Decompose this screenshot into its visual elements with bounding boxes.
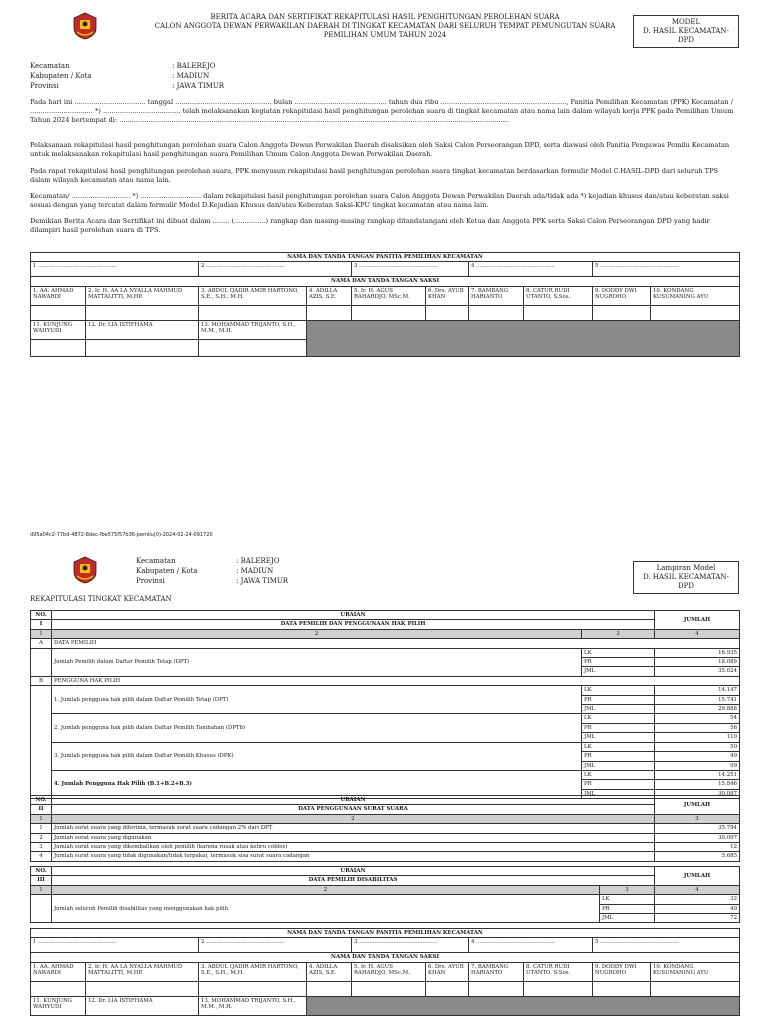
signature-cell — [307, 981, 352, 996]
table-row — [31, 843, 740, 852]
uraian-header: URAIAN — [52, 867, 655, 876]
ppk-slot-4: 4 .............................................. — [469, 938, 593, 953]
header-line-3: PEMILIHAN UMUM TAHUN 2024 — [323, 31, 447, 39]
value-cell: 99 — [655, 761, 740, 770]
saksi-name: 6. Drs. AYUB KHAN — [426, 962, 469, 981]
gender-jml: JML — [582, 761, 655, 770]
kecamatan-value: : BALEREJO — [172, 62, 216, 70]
paragraph-meeting: Pada rapat rekapitulasi hasil penghitungan perolehan suara, PPK menyusun rekapitulasi hasil penghitungan perolehan suara tingkat kecamatan berdasarkan formulir Model C.HASIL-DPD dari seluruh TPS dalam wilayah kecamatan atau nama lain. — [30, 167, 719, 184]
header-line-1: BERITA ACARA DAN SERTIFIKAT REKAPITULASI HASIL PENGHITUNGAN PEROLEHAN SUARA — [210, 13, 560, 21]
gender-lk: LK — [582, 686, 655, 695]
saksi-name: 3. ABDUL QADIR AMIR HARTONO, S.E., S.H., M.H. — [199, 286, 307, 305]
saksi-name: 11. KUNJUNG WAHYUDI — [31, 996, 86, 1015]
table-voter-data — [30, 610, 740, 799]
kabupaten-value: : MADIUN — [172, 72, 210, 80]
saksi-name: 2. Ir. H. AA LA NYALLA MAHMUD MATTALITTI, M.HP. — [86, 962, 199, 981]
saksi-name: 9. DODDY DWI NUGROHO — [593, 962, 651, 981]
row-group-label: DATA PEMILIH — [52, 639, 740, 648]
saksi-name: 10. KONDANG KUSUMANING AYU — [651, 962, 740, 981]
gender-pr: PR — [582, 695, 655, 704]
value-cell: 15.741 — [655, 695, 740, 704]
signature-cell — [469, 981, 524, 996]
col-index: 2 — [52, 885, 600, 894]
col-index: 3 — [600, 885, 655, 894]
uraian-header: URAIAN — [52, 611, 655, 620]
saksi-name: 1. AA. AHMAD NAWARDI — [31, 286, 86, 305]
value-cell: 15.846 — [655, 780, 740, 789]
document-header — [150, 13, 620, 40]
ppk-slot-5: 5 .............................................. — [593, 262, 740, 277]
signature-cell — [651, 305, 740, 320]
row-no: 2 — [31, 833, 52, 842]
model-code: D. HASIL KECAMATAN-DPD — [643, 27, 729, 44]
gender-pr: PR — [600, 904, 655, 913]
ppk-signature-title: NAMA DAN TANDA TANGAN PANITIA PEMILIHAN KECAMATAN — [31, 253, 740, 262]
col-index: 1 — [31, 814, 52, 823]
saksi-name: 7. BAMBANG HARIANTO — [469, 286, 524, 305]
gender-jml: JML — [600, 914, 655, 923]
col-index: 3 — [582, 629, 655, 638]
row-label: Jumlah surat suara yang diterima, termasuk surat suara cadangan 2% dari DPT — [52, 824, 655, 833]
saksi-name: 3. ABDUL QADIR AMIR HARTONO, S.E., S.H., M.H. — [199, 962, 307, 981]
signature-cell — [469, 305, 524, 320]
section-header: DATA PEMILIH DISABILITAS — [52, 876, 655, 885]
saksi-name: 9. DODDY DWI NUGROHO — [593, 286, 651, 305]
row-no — [31, 648, 52, 676]
lampiran-code: D. HASIL KECAMATAN-DPD — [643, 573, 729, 590]
saksi-name: 7. BAMBANG HARIANTO — [469, 962, 524, 981]
saksi-name: 8. CATUR RUDI UTANTO, S.Sos. — [524, 286, 593, 305]
saksi-name: 12. Dr. LIA ISTIFHAMA — [86, 996, 199, 1015]
row-label: Jumlah surat suara yang dikembalikan oleh pemilih (karena rusak atau keliru coblos) — [52, 843, 655, 852]
ppk-slot-4: 4 .............................................. — [469, 262, 593, 277]
row-label: 1. Jumlah pengguna hak pilih dalam Daftar Pemilih Tetap (DPT) — [52, 686, 582, 714]
section-header: DATA PENGGUNAAN SURAT SUARA — [52, 805, 655, 814]
col-index: 1 — [31, 629, 52, 638]
model-box — [633, 15, 739, 48]
paragraph-incidents: Kecamatan/ ............................ *) ............................. dalam rekapitulasi hasil penghitungan perolehan suara Calon Anggota Dewan Perwakilan Daerah ada/tidak ada *) kejadian khusus dan/atau keberatan saksi sesuai dengan yang tercatat dalam formulir Model D.Kejadian Khusus dan/atau Keberatan Saksi-KPU tingkat kecamatan atau nama lain. — [30, 192, 729, 209]
signature-table — [30, 252, 740, 357]
gender-jml: JML — [582, 733, 655, 742]
gender-jml: JML — [582, 667, 655, 676]
saksi-name: 13. MOHAMMAD TRIJANTO, S.H., M.M., M.H. — [199, 996, 307, 1015]
uraian-header: URAIAN — [52, 796, 655, 805]
recap-title: REKAPITULASI TINGKAT KECAMATAN — [30, 595, 172, 603]
provinsi-label: Provinsi — [30, 82, 59, 90]
signature-cell — [524, 305, 593, 320]
row-label: Jumlah seluruh Pemilih disabilitas yang menggunakan hak pilih — [52, 895, 600, 923]
gender-lk: LK — [582, 770, 655, 779]
kecamatan-label: Kecamatan — [30, 62, 70, 70]
section-roman: III — [31, 876, 52, 885]
kabupaten-value: : MADIUN — [236, 567, 274, 575]
gender-lk: LK — [600, 895, 655, 904]
ppk-slot-3: 3 .............................................. — [352, 938, 469, 953]
gender-pr: PR — [582, 780, 655, 789]
provinsi-label: Provinsi — [136, 577, 165, 585]
lampiran-location-values — [236, 556, 288, 586]
signature-cell — [86, 305, 199, 320]
saksi-name: 13. MOHAMMAD TRIJANTO, S.H., M.M., M.H. — [199, 320, 307, 339]
no-header: NO. — [31, 796, 52, 805]
saksi-name: 1. AA. AHMAD NAWARDI — [31, 962, 86, 981]
kabupaten-label: Kabupaten / Kota — [136, 567, 198, 575]
signature-cell — [524, 981, 593, 996]
signature-cell — [86, 339, 199, 356]
table-disability — [30, 866, 740, 923]
gender-jml: JML — [582, 789, 655, 798]
kpu-logo-icon — [72, 556, 98, 584]
saksi-name: 12. Dr. LIA ISTIFHAMA — [86, 320, 199, 339]
row-no: B — [31, 676, 52, 685]
row-no: 1 — [31, 824, 52, 833]
location-values — [172, 61, 224, 91]
gender-lk: LK — [582, 648, 655, 657]
row-no — [31, 686, 52, 799]
signature-cell — [352, 981, 426, 996]
row-label: Jumlah surat suara yang digunakan — [52, 833, 655, 842]
value-cell: 14.251 — [655, 770, 740, 779]
table-row — [31, 833, 740, 842]
row-label: 2. Jumlah pengguna hak pilih dalam Daftar Pemilih Tambahan (DPTb) — [52, 714, 582, 742]
row-label: Jumlah Pemilih dalam Daftar Pemilih Tetap (DPT) — [52, 648, 582, 676]
saksi-name: 5. Ir. H. AGUS RAHARDJO, MSc.M. — [352, 962, 426, 981]
section-roman: I — [31, 620, 52, 629]
model-label: MODEL — [671, 18, 701, 26]
row-no: 3 — [31, 843, 52, 852]
document-id: d95a04c2-77bd-4872-8dec-fbe575f57b36-pemilu(0)-2024-02-24-091720 — [30, 532, 213, 538]
ppk-signature-title: NAMA DAN TANDA TANGAN PANITIA PEMILIHAN KECAMATAN — [31, 929, 740, 938]
row-label: 3. Jumlah pengguna hak pilih dalam Daftar Pemilih Khusus (DPK) — [52, 742, 582, 770]
section-roman: II — [31, 805, 52, 814]
row-group-label: PENGGUNA HAK PILIH — [52, 676, 740, 685]
paragraph-opening: Pada hari ini .................................. tanggal .............................................. bulan ............................................ tahun dua ribu ............................................................, Panitia Pemilihan Kecamatan (PPK) Kecamatan / .............................. *) ..................................... telah melaksanakan kegiatan rekapitulasi hasil penghitungan perolehan suara di tingkat kecamatan atau nama lain dalam wilayah kerja PPK pada Pemilihan Umum Tahun 2024 bertempat di: .......................................................................................................................................................................................... — [30, 98, 734, 124]
table-row — [31, 852, 740, 861]
value-cell: 5.685 — [655, 852, 740, 861]
jumlah-header: JUMLAH — [655, 867, 740, 886]
signature-cell — [352, 305, 426, 320]
col-index: 3 — [655, 814, 740, 823]
saksi-name: 11. KUNJUNG WAHYUDI — [31, 320, 86, 339]
saksi-name: 6. Drs. AYUB KHAN — [426, 286, 469, 305]
gender-jml: JML — [582, 705, 655, 714]
gender-lk: LK — [582, 742, 655, 751]
value-cell: 30.097 — [655, 833, 740, 842]
row-label: Jumlah surat suara yang tidak digunakan/tidak terpakai, termasuk sisa surat suara cadangan — [52, 852, 655, 861]
signature-cell — [307, 305, 352, 320]
kecamatan-label: Kecamatan — [136, 557, 176, 565]
value-cell: 49 — [655, 752, 740, 761]
ppk-slot-1: 1 .............................................. — [31, 262, 199, 277]
signature-cell — [86, 981, 199, 996]
gender-pr: PR — [582, 723, 655, 732]
signature-cell — [31, 339, 86, 356]
ppk-slot-2: 2 .............................................. — [199, 938, 352, 953]
value-cell: 35.794 — [655, 824, 740, 833]
value-cell: 32 — [655, 895, 740, 904]
row-no: 4 — [31, 852, 52, 861]
provinsi-value: : JAWA TIMUR — [172, 82, 225, 90]
lampiran-location-labels — [136, 556, 198, 586]
ppk-slot-1: 1 .............................................. — [31, 938, 199, 953]
location-labels — [30, 61, 92, 91]
signature-cell — [593, 305, 651, 320]
jumlah-header: JUMLAH — [655, 611, 740, 630]
row-no: A — [31, 639, 52, 648]
row-label: 4. Jumlah Pengguna Hak Pilih (B.1+B.2+B.3) — [52, 770, 582, 798]
col-index: 4 — [655, 885, 740, 894]
saksi-name: 4. ADILLA AZIS, S.E. — [307, 286, 352, 305]
signature-cell — [199, 981, 307, 996]
saksi-name: 10. KONDANG KUSUMANING AYU — [651, 286, 740, 305]
value-cell: 18.089 — [655, 658, 740, 667]
value-cell: 16.935 — [655, 648, 740, 657]
empty-shaded-area — [307, 320, 740, 356]
empty-shaded-area — [307, 996, 740, 1015]
saksi-name: 2. Ir. H. AA LA NYALLA MAHMUD MATTALITTI, M.HP. — [86, 286, 199, 305]
signature-cell — [593, 981, 651, 996]
gender-pr: PR — [582, 752, 655, 761]
value-cell: 50 — [655, 742, 740, 751]
ppk-slot-3: 3 .............................................. — [352, 262, 469, 277]
paragraph-witnesses: Pelaksanaan rekapitulasi hasil penghitungan perolehan suara Calon Anggota Dewan Perwakilan Daerah disaksikan oleh Saksi Calon Perseorangan DPD, serta diawasi oleh Panitia Pengawas Pemilu Kecamatan untuk melaksanakan rekapitulasi hasil penghitungan suara Pemilihan Umum Calon Anggota Dewan Perwakilan Daerah. — [30, 141, 730, 158]
value-cell: 54 — [655, 714, 740, 723]
signature-cell — [31, 981, 86, 996]
value-cell: 30.097 — [655, 789, 740, 798]
value-cell: 12 — [655, 843, 740, 852]
kpu-logo-icon — [72, 12, 98, 40]
col-index: 4 — [655, 629, 740, 638]
gender-lk: LK — [582, 714, 655, 723]
header-line-2: CALON ANGGOTA DEWAN PERWAKILAN DAERAH DI TINGKAT KECAMATAN DARI SELURUH TEMPAT PEMUNGUTAN SUARA — [154, 22, 616, 30]
section-header: DATA PEMILIH DAN PENGGUNAAN HAK PILIH — [52, 620, 655, 629]
signature-table — [30, 928, 740, 1016]
value-cell: 56 — [655, 723, 740, 732]
signature-cell — [31, 305, 86, 320]
value-cell: 72 — [655, 914, 740, 923]
col-index: 2 — [52, 629, 582, 638]
no-header: NO. — [31, 867, 52, 876]
paragraph-closing: Demikian Berita Acara dan Sertifikat ini dibuat dalam ........ (...............) rangkap dan masing-masing rangkap ditandatangani oleh Ketua dan Anggota PPK serta Saksi Calon Perseorangan DPD yang hadir dilampiri hasil perolehan suara di TPS. — [30, 217, 710, 234]
table-row — [31, 824, 740, 833]
signature-cell — [199, 339, 307, 356]
ppk-slot-2: 2 .............................................. — [199, 262, 352, 277]
signature-cell — [426, 305, 469, 320]
signature-cell — [199, 305, 307, 320]
no-header: NO. — [31, 611, 52, 620]
value-cell: 40 — [655, 904, 740, 913]
jumlah-header: JUMLAH — [655, 796, 740, 815]
kabupaten-label: Kabupaten / Kota — [30, 72, 92, 80]
value-cell: 35.024 — [655, 667, 740, 676]
row-no — [31, 895, 52, 923]
saksi-signature-title: NAMA DAN TANDA TANGAN SAKSI — [31, 277, 740, 286]
saksi-name: 5. Ir. H. AGUS RAHARDJO, MSc.M. — [352, 286, 426, 305]
provinsi-value: : JAWA TIMUR — [236, 577, 289, 585]
signature-cell — [426, 981, 469, 996]
col-index: 2 — [52, 814, 655, 823]
gender-pr: PR — [582, 658, 655, 667]
col-index: 1 — [31, 885, 52, 894]
lampiran-label: Lampiran Model — [656, 564, 716, 572]
kecamatan-value: : BALEREJO — [236, 557, 280, 565]
saksi-signature-title: NAMA DAN TANDA TANGAN SAKSI — [31, 953, 740, 962]
signature-cell — [651, 981, 740, 996]
value-cell: 14.147 — [655, 686, 740, 695]
value-cell: 29.888 — [655, 705, 740, 714]
saksi-name: 8. CATUR RUDI UTANTO, S.Sos. — [524, 962, 593, 981]
saksi-name: 4. ADILLA AZIS, S.E. — [307, 962, 352, 981]
lampiran-model-box — [633, 561, 739, 594]
table-ballot-usage — [30, 795, 740, 862]
value-cell: 110 — [655, 733, 740, 742]
ppk-slot-5: 5 .............................................. — [593, 938, 740, 953]
